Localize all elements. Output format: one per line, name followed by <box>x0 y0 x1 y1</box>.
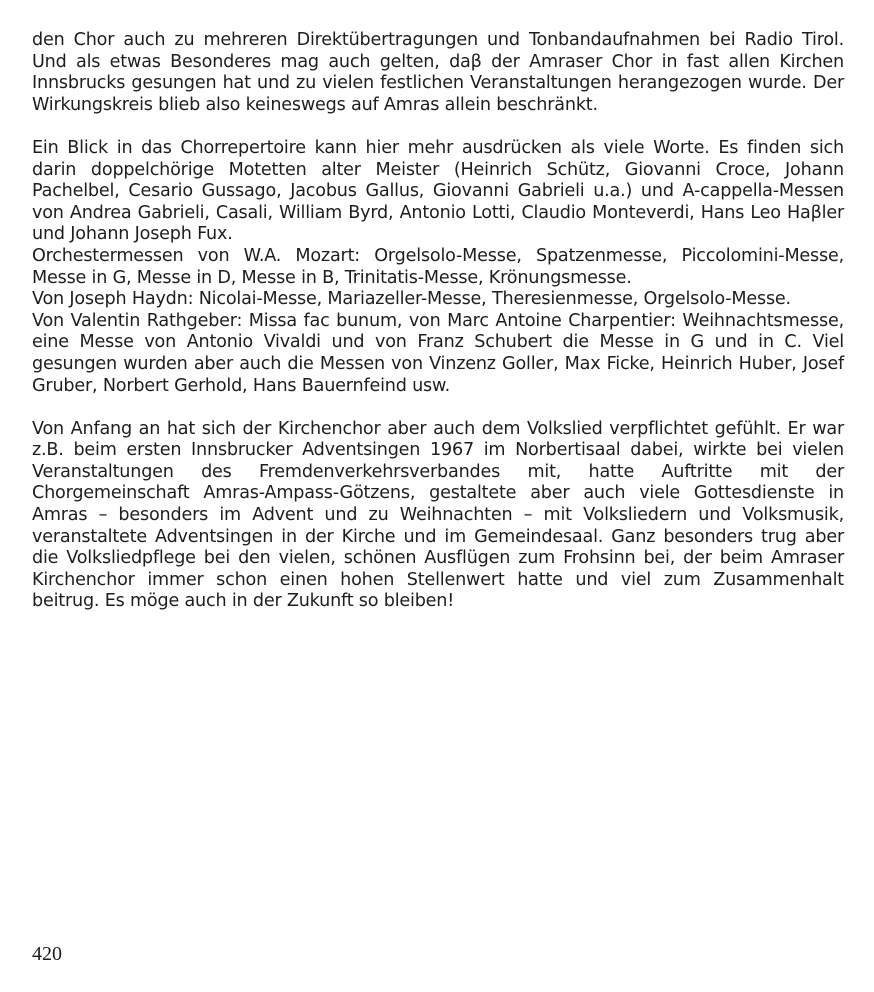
page-number: 420 <box>32 943 62 965</box>
paragraph-volkslied: Von Anfang an hat sich der Kirchenchor aber auch dem Volkslied verpflichtet gefühlt. Er war z.B. beim ersten Innsbrucker Adventsingen 1967 im Norbertisaal dabei, wirkte bei vielen Veranstaltungen des Fremdenverkehrsverbandes mit, hatte Auftritte mit der Chorgemeinschaft Amras-Ampass-Götzens, gestaltete aber auch viele Gottesdienste in Amras – besonders im Advent und zu Weihnachten – mit Volksliedern und Volksmusik, veranstaltete Adventsingen in der Kirche und im Gemeindesaal. Ganz besonders trug aber die Volksliedpflege bei den vielen, schönen Ausflügen zum Frohsinn bei, der beim Amraser Kirchenchor immer schon einen hohen Stellenwert hatte und viel zum Zusammenhalt beitrug. Es möge auch in der Zukunft so bleiben! <box>32 418 844 612</box>
body-text <box>32 30 844 613</box>
paragraph-repertoire: Ein Blick in das Chorrepertoire kann hier mehr ausdrücken als viele Worte. Es finden sich darin doppelchörige Motetten alter Meister (Heinrich Schütz, Giovanni Croce, Johann Pachelbel, Cesario Gussago, Jacobus Gallus, Giovanni Gabrieli u.a.) und A-cappella-Messen von Andrea Gabrieli, Casali, William Byrd, Antonio Lotti, Claudio Monteverdi, Hans Leo Haβler und Johann Joseph Fux. <box>32 137 844 245</box>
paragraph-broadcasts: den Chor auch zu mehreren Direktübertragungen und Tonbandaufnahmen bei Radio Tirol. Und als etwas Besonderes mag auch gelten, daβ der Amraser Chor in fast allen Kirchen Innsbrucks gesungen hat und zu vielen festlichen Veranstaltungen herangezogen wurde. Der Wirkungskreis blieb also keineswegs auf Amras allein beschränkt. <box>32 30 844 115</box>
paragraph-mozart: Orchestermessen von W.A. Mozart: Orgelsolo-Messe, Spatzenmesse, Piccolomini-Messe, Messe in G, Messe in D, Messe in B, Trinitatis-Messe, Krönungsmesse. <box>32 245 844 288</box>
paragraph-rathgeber: Von Valentin Rathgeber: Missa fac bunum, von Marc Antoine Charpentier: Weihnachtsmesse, eine Messe von Antonio Vivaldi und von Franz Schubert die Messe in G und in C. Viel gesungen wurden aber auch die Messen von Vinzenz Goller, Max Ficke, Heinrich Huber, Josef Gruber, Norbert Gerhold, Hans Bauernfeind usw. <box>32 310 844 396</box>
paragraph-haydn: Von Joseph Haydn: Nicolai-Messe, Mariazeller-Messe, Theresienmesse, Orgelsolo-Messe. <box>32 289 791 310</box>
